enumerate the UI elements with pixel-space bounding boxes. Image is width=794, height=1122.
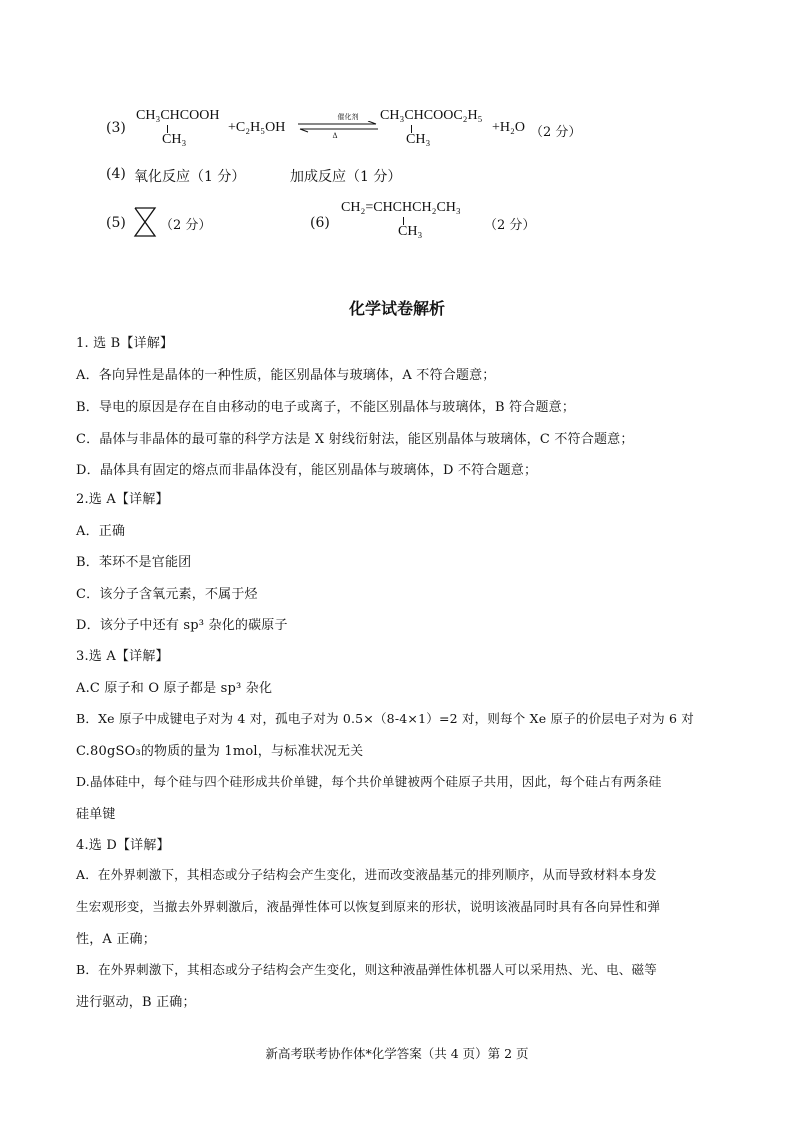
q6-number: (6)	[310, 215, 330, 231]
q3-product-main: CH₃CHCOOC₂H₅	[380, 108, 483, 123]
line-22: 进行驱动，B 正确；	[76, 995, 196, 1010]
line-15: D.晶体硅中，每个硅与四个硅形成共价单键，每个共价单键被两个硅原子共用，因此，每个硅占有两条硅	[76, 774, 662, 789]
q3-number: (3)	[106, 120, 126, 136]
heat-label: Δ	[332, 132, 338, 140]
line-3: B．导电的原因是存在自由移动的电子或离子，不能区别晶体与玻璃体，B 符合题意；	[76, 400, 576, 415]
q3-product-branch: CH₃	[406, 132, 431, 147]
bowtie-structure-icon	[133, 206, 157, 238]
line-18: A．在外界刺激下，其相态或分子结构会产生变化，进而改变液晶基元的排列顺序，从而导致材料本身发	[76, 867, 657, 882]
q6-score: （2 分）	[484, 218, 536, 233]
q3-score: （2 分）	[530, 125, 582, 140]
q4-answer-2: 加成反应（1 分）	[290, 169, 402, 185]
line-17: 4.选 D【详解】	[76, 838, 170, 853]
line-5: D．晶体具有固定的熔点而非晶体没有，能区别晶体与玻璃体，D 不符合题意；	[76, 463, 538, 478]
q3-reactant-branch: CH₃	[162, 132, 187, 147]
line-11: 3.选 A【详解】	[76, 649, 169, 664]
q6-main-chain: CH₂=CHCHCH₂CH₃	[341, 200, 461, 215]
line-9: C．该分子含氧元素，不属于烃	[76, 587, 258, 602]
q3-water: +H₂O	[492, 120, 525, 135]
line-1: 1. 选 B【详解】	[76, 336, 174, 351]
line-2: A．各向异性是晶体的一种性质，能区别晶体与玻璃体，A 不符合题意；	[76, 368, 496, 383]
q3-reactant-main: CH₃CHCOOH	[136, 108, 220, 123]
line-16: 硅单键	[76, 807, 116, 822]
line-10: D．该分子中还有 sp³ 杂化的碳原子	[76, 618, 288, 633]
line-20: 性，A 正确；	[76, 932, 156, 947]
catalyst-label: 催化剂	[337, 113, 359, 121]
line-21: B．在外界刺激下，其相态或分子结构会产生变化，则这种液晶弹性体机器人可以采用热、光、电、磁等	[76, 962, 657, 977]
line-7: A．正确	[76, 524, 126, 539]
q5-score: （2 分）	[160, 218, 212, 233]
analysis-title: 化学试卷解析	[348, 299, 445, 318]
line-14: C.80gSO₃的物质的量为 1mol，与标准状况无关	[76, 744, 364, 759]
line-13: B．Xe 原子中成键电子对为 4 对，孤电子对为 0.5×（8-4×1）=2 对，则每个 Xe 原子的价层电子对为 6 对	[76, 711, 694, 726]
line-19: 生宏观形变，当撤去外界刺激后，液晶弹性体可以恢复到原来的形状，说明该液晶同时具有各向异性和弹	[76, 899, 661, 914]
line-6: 2.选 A【详解】	[76, 492, 169, 507]
q6-branch: CH₃	[398, 224, 423, 239]
line-8: B．苯环不是官能团	[76, 555, 192, 570]
page-footer: 新高考联考协作体*化学答案（共 4 页）第 2 页	[265, 1046, 529, 1061]
q3-ethanol: +C₂H₅OH	[228, 120, 286, 135]
q4-answer-1: 氧化反应（1 分）	[134, 169, 246, 185]
line-12: A.C 原子和 O 原子都是 sp³ 杂化	[76, 681, 273, 696]
q4-number: (4)	[106, 166, 126, 182]
line-4: C．晶体与非晶体的最可靠的科学方法是 X 射线衍射法，能区别晶体与玻璃体，C 不符合题意；	[76, 432, 634, 447]
q5-number: (5)	[106, 215, 126, 231]
